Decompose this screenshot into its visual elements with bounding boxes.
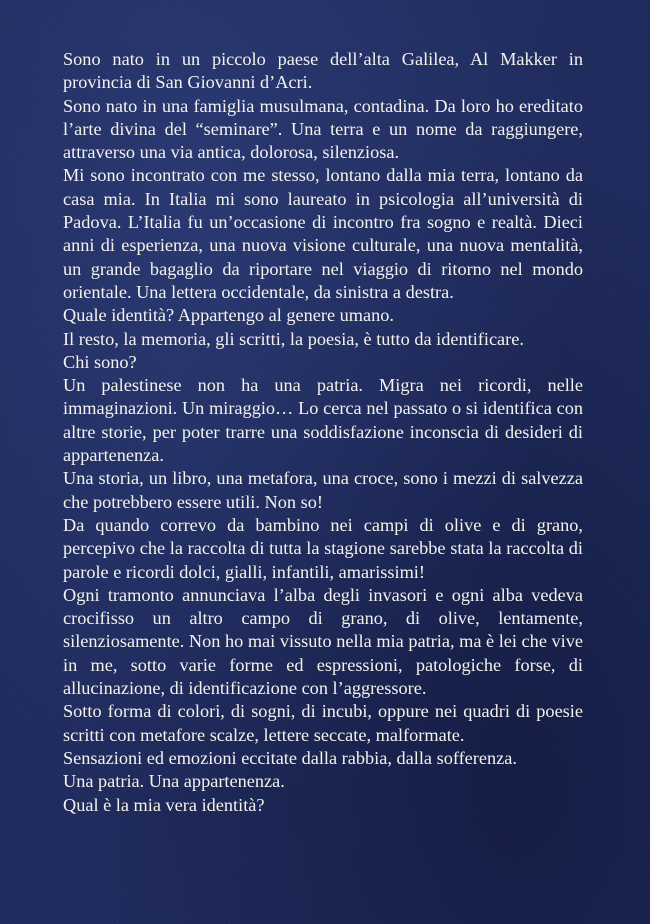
paragraph-who-am-i: Chi sono?: [63, 351, 137, 372]
paragraph-salvation: Una storia, un libro, una metafora, una croce, sono i mezzi di salvezza che potrebbero essere utili. Non so!: [63, 468, 583, 512]
paragraph-birthplace: Sono nato in un piccolo paese dell’alta Galilea, Al Makker in provincia di San Giovanni d’Acri.: [63, 49, 583, 93]
paragraph-italy: Mi sono incontrato con me stesso, lontano dalla mia terra, lontano da casa mia. In Italia mi sono laureato in psicologia all’università di Padova. L’Italia fu un’occasione di incontro fra sogno e realtà. Dieci anni di esperienza, una nuova visione culturale, una nuova mentalità, un grande bagaglio da riportare nel viaggio di ritorno nel mondo orientale. Una lettera occidentale, da sinistra a destra.: [63, 165, 583, 302]
paragraph-identity-question: Quale identità? Appartengo al genere umano.: [63, 305, 394, 326]
paragraph-belonging: Una patria. Una appartenenza.: [63, 771, 285, 792]
paragraph-memory: Il resto, la memoria, gli scritti, la poesia, è tutto da identificare.: [63, 328, 524, 349]
paragraph-sunset: Ogni tramonto annunciava l’alba degli invasori e ogni alba vedeva crocifisso un altro campo di grano, di olive, lentamente, silenziosamente. Non ho mai vissuto nella mia patria, ma è lei che vive in me, sotto varie forme ed espressioni, patologiche forse, di allucinazione, di identificazione con l’aggressore.: [63, 584, 583, 699]
paragraph-childhood: Da quando correvo da bambino nei campi di olive e di grano, percepivo che la raccolta di tutta la stagione sarebbe stata la raccolta di parole e ricordi dolci, gialli, infantili, amarissimi!: [63, 514, 583, 582]
paragraph-homeland: Un palestinese non ha una patria. Migra nei ricordi, nelle immaginazioni. Un miraggio… Lo cerca nel passato o si identifica con altre storie, per poter trarre una soddisfazione inconscia di desideri di appartenenza.: [63, 375, 583, 466]
paragraph-colors-dreams: Sotto forma di colori, di sogni, di incubi, oppure nei quadri di poesie scritti con metafore scalze, lettere seccate, malformate.: [63, 701, 583, 745]
biography-text: [63, 48, 583, 817]
paragraph-true-identity: Qual è la mia vera identità?: [63, 794, 265, 815]
paragraph-emotions: Sensazioni ed emozioni eccitate dalla rabbia, dalla sofferenza.: [63, 747, 517, 768]
paragraph-family: Sono nato in una famiglia musulmana, contadina. Da loro ho ereditato l’arte divina del “seminare”. Una terra e un nome da raggiungere, attraverso una via antica, dolorosa, silenziosa.: [63, 95, 583, 163]
